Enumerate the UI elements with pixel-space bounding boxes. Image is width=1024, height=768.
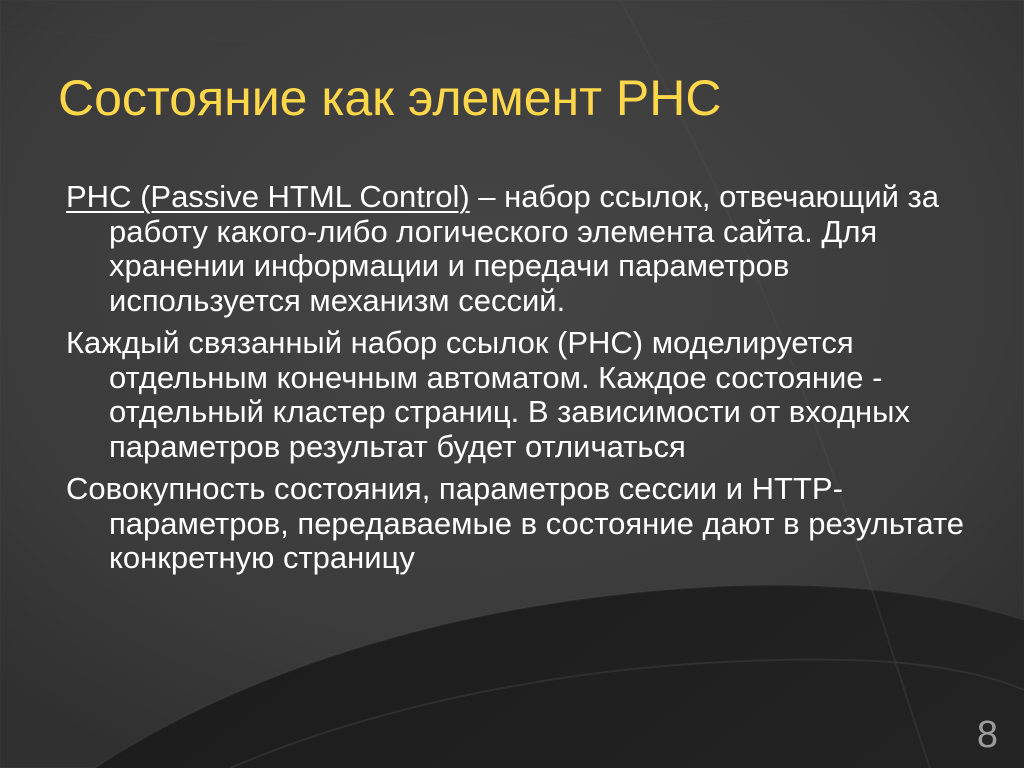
bullet-list	[66, 180, 966, 584]
bullet-item: Каждый связанный набор ссылок (PHC) моделируется отдельным конечным автоматом. Каждое состояние - отдельный кластер страниц. В зависимости от входных параметров результат будет отличаться	[66, 325, 910, 464]
phc-definition-text: – набор ссылок, отвечающий за работу какого-либо логического элемента сайта. Для хранении информации и передачи параметров используется механизм сессий.	[109, 179, 940, 318]
slide-title: Состояние как элемент PHC	[58, 70, 722, 126]
bullet-item: Совокупность состояния, параметров сессии и HTTP-параметров, передаваемые в состояние дают в результате конкретную страницу	[66, 471, 965, 575]
phc-term-definition: PHC (Passive HTML Control)	[66, 179, 470, 214]
slide-page-number: 8	[976, 714, 998, 756]
bullet-item	[66, 180, 966, 318]
